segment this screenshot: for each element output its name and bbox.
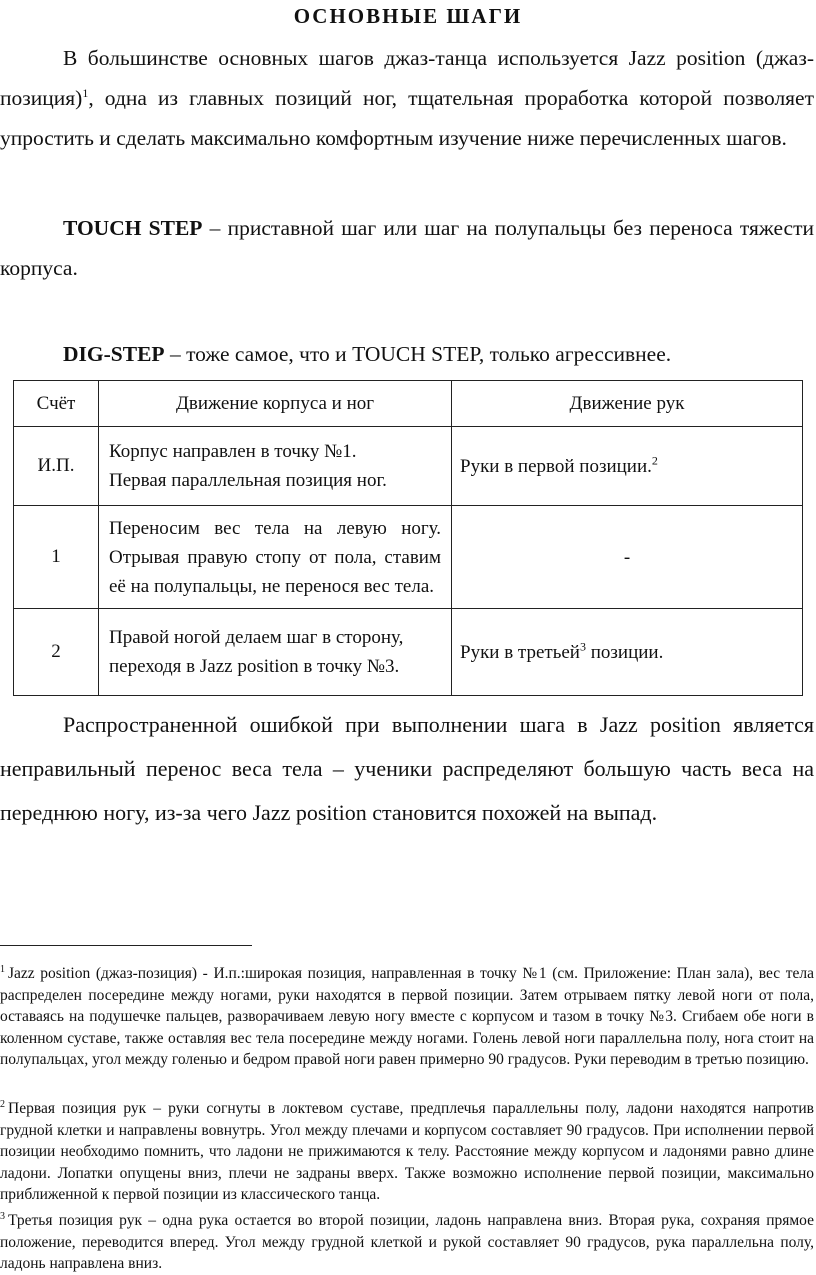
intro-paragraph <box>0 38 814 158</box>
header-count: Счёт <box>14 381 99 427</box>
table-row <box>14 506 803 609</box>
touch-step-text: – приставной шаг или шаг на полупальцы без переноса тяжести корпуса. <box>0 216 814 280</box>
footnote-text: Третья позиция рук – одна рука остается во второй позиции, ладонь направлена вниз. Вторая рука, сохраняя прямое положение, переводится вперед. Угол между грудной клеткой и рукой составляет 90 градусов, рука параллельна полу, ладонь направлена вниз. <box>0 1212 814 1273</box>
footnote-ref-2[interactable]: 2 <box>651 453 658 468</box>
intro-text-b: , одна из главных позиций ног, тщательная проработка которой позволяет упростить и сделать максимально комфортным изучение ниже перечисленных шагов. <box>0 86 814 150</box>
footnote-ref-1[interactable]: 1 <box>82 85 89 100</box>
footnote-3 <box>0 1210 814 1275</box>
arms-text: Руки в третьей <box>460 641 580 663</box>
touch-step-paragraph <box>0 208 814 288</box>
cell-count: 1 <box>14 506 99 609</box>
footnote-2 <box>0 1098 814 1206</box>
steps-table <box>13 380 803 696</box>
touch-step-term: TOUCH STEP <box>63 216 203 240</box>
cell-body-movement: Правой ногой делаем шаг в сторону, переходя в Jazz position в точку №3. <box>99 609 452 696</box>
table-row <box>14 427 803 506</box>
cell-body-movement: Переносим вес тела на левую ногу. Отрывая правую стопу от пола, ставим её на полупальцы, не перенося вес тела. <box>99 506 452 609</box>
footnote-mark: 3 <box>0 1210 5 1222</box>
dig-step-term: DIG-STEP <box>63 342 165 366</box>
arms-text: Руки в первой позиции. <box>460 455 652 477</box>
body-line-2: Первая параллельная позиция ног. <box>109 470 387 491</box>
mistake-paragraph: Распространенной ошибкой при выполнении шага в Jazz position является неправильный перенос веса тела – ученики распределяют большую часть веса на переднюю ногу, из-за чего Jazz position становится похожей на выпад. <box>0 712 814 825</box>
cell-body-movement <box>99 427 452 506</box>
footnote-1 <box>0 963 814 1071</box>
table-header-row <box>14 381 803 427</box>
footnote-mark: 2 <box>0 1098 5 1110</box>
cell-count: 2 <box>14 609 99 696</box>
dig-step-paragraph <box>63 334 814 374</box>
body-line-1: Корпус направлен в точку №1. <box>109 441 357 462</box>
header-body-movement: Движение корпуса и ног <box>99 381 452 427</box>
page-title: ОСНОВНЫЕ ШАГИ <box>293 4 523 28</box>
footnote-divider <box>0 945 252 946</box>
cell-count: И.П. <box>14 427 99 506</box>
footnote-text: Первая позиция рук – руки согнуты в локтевом суставе, предплечья параллельны полу, ладони находятся напротив грудной клетки и направлены вовнутрь. Угол между плечами и корпусом составляет 90 градусов. При исполнении первой позиции необходимо помнить, что ладони не прижимаются к телу. Расстояние между корпусом и ладонями равно длине ладони. Лопатки опущены вниз, плечи не задраны вверх. Также возможно исполнение первой позиции, максимально приближенной к первой позиции из классического танца. <box>0 1100 814 1204</box>
cell-arm-movement <box>452 609 803 696</box>
footnote-ref-3[interactable]: 3 <box>579 639 586 654</box>
table-row <box>14 609 803 696</box>
intro-text-a: В большинстве основных шагов джаз-танца используется Jazz position (джаз-позиция) <box>0 46 814 110</box>
arms-text-tail: позиции. <box>585 641 664 663</box>
cell-arm-movement <box>452 427 803 506</box>
cell-arm-movement: - <box>452 506 803 609</box>
header-arm-movement: Движение рук <box>452 381 803 427</box>
footnote-text: Jazz position (джаз-позиция) - И.п.:широкая позиция, направленная в точку №1 (см. Приложение: План зала), вес тела распределен посередине между ногами, руки находятся в первой позиции. Затем отрываем пятку левой ноги от пола, оставаясь на подушечке пальцев, разворачиваем левую ногу вместе с корпусом и тазом в точку №3. Сгибаем обе ноги в коленном суставе, также оставляя вес тела посередине между ногами. Голень левой ноги параллельна полу, нога стоит на полупальцах, угол между голенью и бедром правой ноги равен примерно 90 градусов. Руки переводим в третью позицию. <box>0 965 814 1069</box>
dig-step-text: – тоже самое, что и TOUCH STEP, только агрессивнее. <box>164 342 672 366</box>
footnote-mark: 1 <box>0 963 5 975</box>
